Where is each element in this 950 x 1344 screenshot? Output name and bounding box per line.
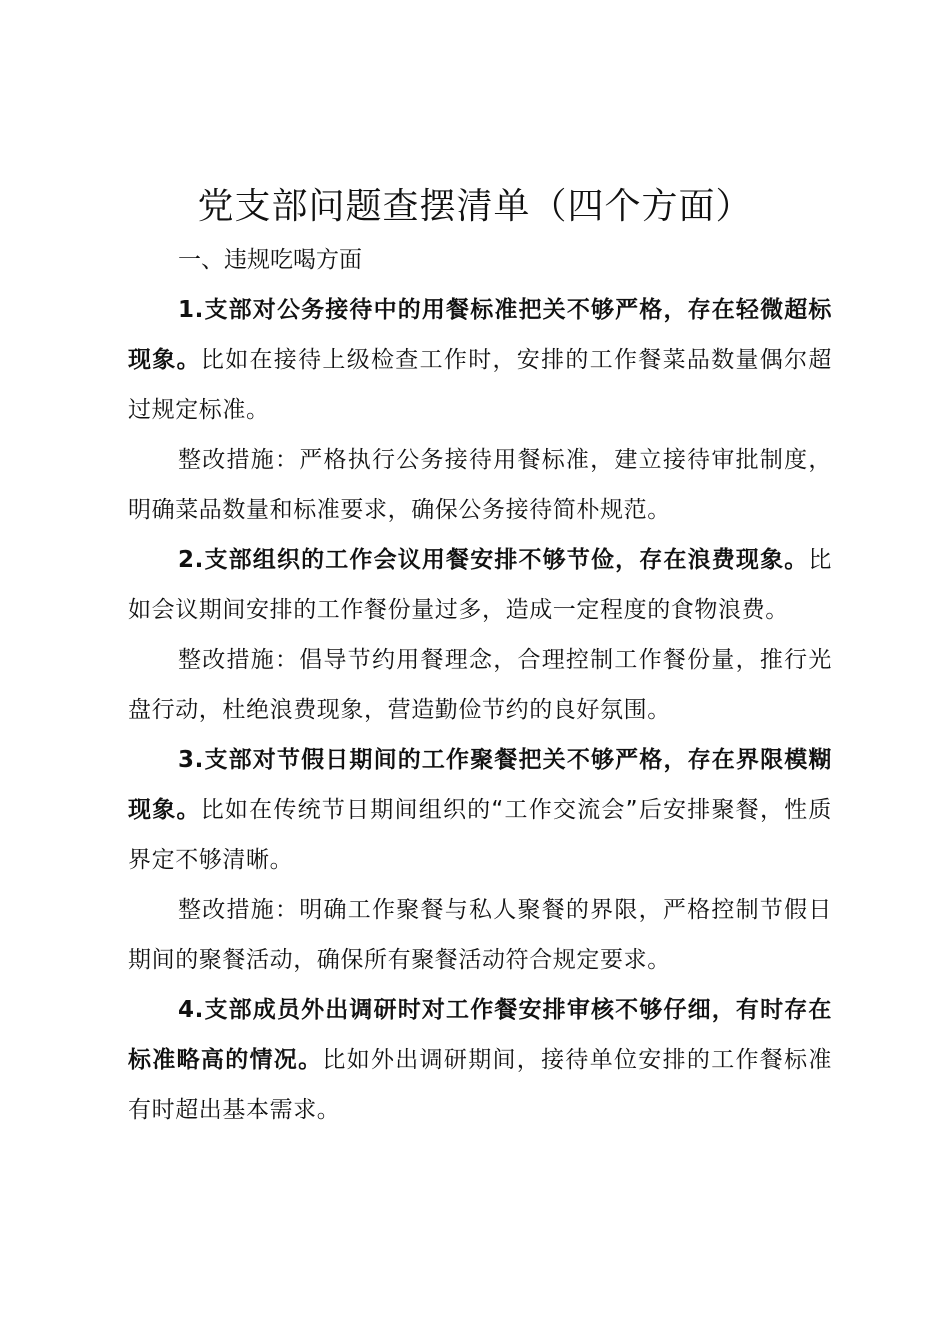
measure-paragraph-1: 整改措施：严格执行公务接待用餐标准，建立接待审批制度，明确菜品数量和标准要求，确保公务接待简朴规范。 [128,447,832,523]
issue-paragraph-3 [128,735,832,885]
issue-lead-1: 1.支部对公务接待中的用餐标准把关不够严格，存在轻微超标现象。 [128,297,832,373]
issue-example-4: 比如外出调研期间，接待单位安排的工作餐标准有时超出基本需求。 [128,1047,832,1123]
section-heading: 一、违规吃喝方面 [178,247,362,273]
issue-lead-4: 4.支部成员外出调研时对工作餐安排审核不够仔细，有时存在标准略高的情况。 [128,997,832,1073]
measure-paragraph-2: 整改措施：倡导节约用餐理念，合理控制工作餐份量，推行光盘行动，杜绝浪费现象，营造勤俭节约的良好氛围。 [128,647,832,723]
issue-example-2: 比如会议期间安排的工作餐份量过多，造成一定程度的食物浪费。 [128,547,832,623]
issue-example-1: 比如在接待上级检查工作时，安排的工作餐菜品数量偶尔超过规定标准。 [128,347,832,423]
issue-paragraph-1 [128,285,832,435]
issue-paragraph-4 [128,985,832,1135]
issue-example-3: 比如在传统节日期间组织的“工作交流会”后安排聚餐，性质界定不够清晰。 [128,797,832,873]
issue-lead-2: 2.支部组织的工作会议用餐安排不够节俭，存在浪费现象。 [178,547,809,573]
measure-paragraph-3: 整改措施：明确工作聚餐与私人聚餐的界限，严格控制节假日期间的聚餐活动，确保所有聚餐活动符合规定要求。 [128,897,832,973]
issue-lead-3: 3.支部对节假日期间的工作聚餐把关不够严格，存在界限模糊现象。 [128,747,832,823]
document-title: 党支部问题查摆清单（四个方面） [197,186,753,227]
issue-paragraph-2 [128,535,832,635]
